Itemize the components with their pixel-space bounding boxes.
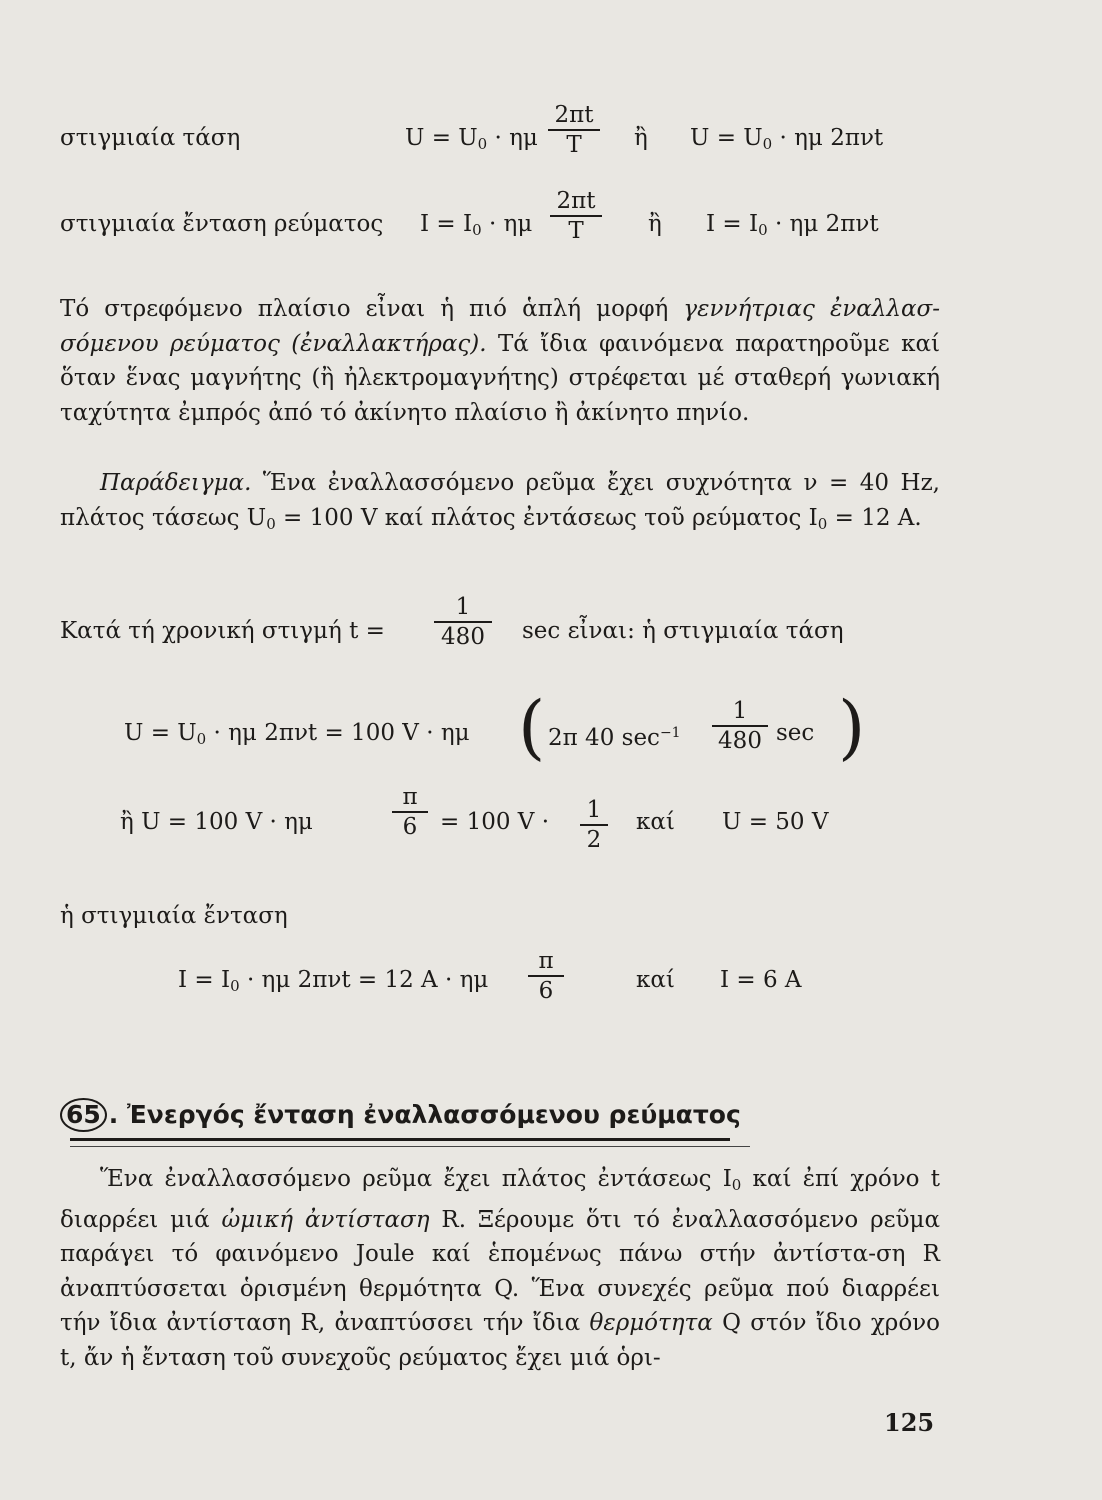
page-number: 125 [884,1408,935,1437]
label-instant-voltage: στιγμιαία τάση [60,125,241,151]
equation-times: = 100 V · [440,809,550,835]
word-and: καί [636,809,675,835]
section-title: . Ἐνεργός ἔνταση ἐναλλασσόμενου ρεύματος [108,1100,741,1129]
result-voltage: U = 50 V [722,809,829,835]
formula-current-rhs: $I = I_0 \cdot \eta\mu$ 2πνt [706,211,879,239]
word-and-2: καί [636,967,675,993]
left-parenthesis: ( [518,686,546,768]
paragraph-generator: Τό στρεφόμενο πλαίσιο εἶναι ἡ πιό ἁπλή μορφή γεννήτριας ἐναλλασ-σόμενου ρεύματος (ἐναλλακτήρας). Τά ἴδια φαινόμενα παρατηροῦμε καί ὅταν ἕνας μαγνήτης (ἢ ἠλεκτρομαγνήτης) στρέφεται μέ σταθερή γωνιακή ταχύτητα ἐμπρός ἀπό τό ἀκίνητο πλαίσιο ἢ ἀκίνητο πηνίο. [60,296,941,426]
equation-voltage-value: $U = U_0 \cdot \eta\mu$ 2πνt = 100 V · ημ [124,720,470,748]
unit-sec: sec [776,720,815,746]
paragraph-example: Παράδειγμα. Ἕνα ἐναλλασσόμενο ρεῦμα ἔχει συχνότητα ν = 40 Hz, πλάτος τάσεως $U_0 = 100$ V καί πλάτος ἐντάσεως τοῦ ρεύματος $I_0 = 12$ A. [60,470,940,533]
fraction-2pt-over-T: 2πt T [548,102,600,158]
section-heading [60,1098,741,1132]
fraction-pi-over-6: π 6 [392,784,428,840]
label-instant-current: στιγμιαία ἔνταση ρεύματος [60,211,384,237]
paragraph-effective-current: Ἕνα ἐναλλασσόμενο ρεῦμα ἔχει πλάτος ἐντάσεως $I_0$ καί ἐπί χρόνο t διαρρέει μιά ὠμική ἀντίσταση R. Ξέρουμε ὅτι τό ἐναλλασσόμενο ρεῦμα παράγει τό φαινόμενο Joule καί ἑπομένως πάνω στήν ἀντίστα-ση R ἀναπτύσσεται ὁρισμένη θερμότητα Q. Ἕνα συνεχές ρεῦμα πού διαρρέει τήν ἴδια ἀντίσταση R, ἀναπτύσσει τήν ἴδια θερμότητα Q στόν ἴδιο χρόνο t, ἄν ἡ ἔνταση τοῦ συνεχοῦς ρεύματος ἔχει μιά ὁρι- [60,1166,940,1371]
word-or: ἢ [634,125,648,151]
equation-voltage-pi6: ἢ U = 100 V · ημ [120,809,313,835]
fraction-1-over-2: 1 2 [580,797,608,853]
equation-current-value: $I = I_0 \cdot \eta\mu$ 2πνt = 12 A · ημ [178,967,489,995]
equation-angle: 2π 40 $\sec^{-1}$ [548,725,681,751]
fraction-2pt-over-T-2: 2πt T [550,188,602,244]
formula-voltage-lhs: $U = U_0 \cdot \eta\mu$ [405,125,538,153]
label-instant-current-2: ἡ στιγμιαία ἔνταση [60,903,288,929]
fraction-1-over-480: 1 480 [434,594,492,650]
time-instant-tail: sec εἶναι: ἡ στιγμιαία τάση [522,618,844,644]
formula-voltage-rhs: $U = U_0 \cdot \eta\mu$ 2πνt [690,125,884,153]
heading-underline [70,1138,730,1141]
right-parenthesis: ) [838,686,866,768]
time-instant-text: Κατά τή χρονική στιγμή t = [60,618,385,644]
word-or-2: ἢ [648,211,662,237]
section-number: 65 [60,1098,107,1132]
result-current: I = 6 A [720,967,802,993]
fraction-1-over-480-b: 1 480 [712,698,768,754]
fraction-pi-over-6-b: π 6 [528,948,564,1004]
heading-underline-thin [70,1146,750,1147]
formula-current-lhs: $I = I_0 \cdot \eta\mu$ [420,211,533,239]
